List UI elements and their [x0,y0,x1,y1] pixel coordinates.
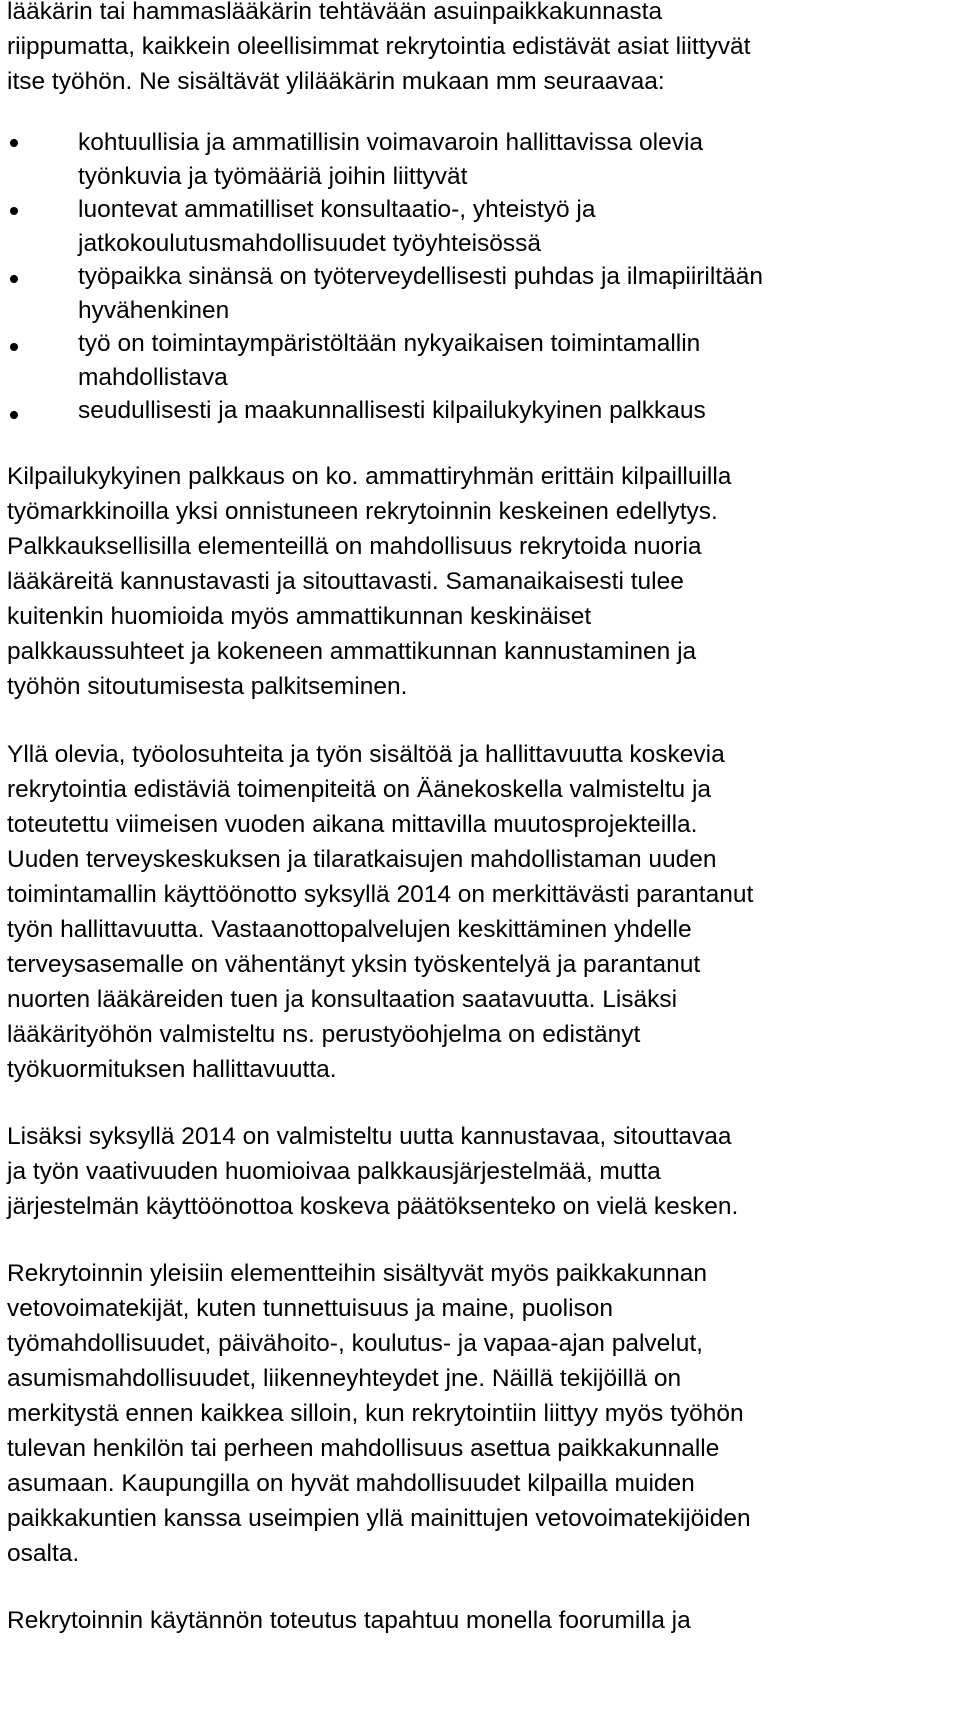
bullet-icon [10,139,18,147]
text-line: paikkakuntien kanssa useimpien yllä mainittujen vetovoimatekijöiden [7,1505,751,1532]
bullet-text: mahdollistava [78,364,228,391]
text-line: tulevan henkilön tai perheen mahdollisuus asettua paikkakunnalle [7,1435,720,1462]
text-line: riippumatta, kaikkein oleellisimmat rekrytointia edistävät asiat liittyvät [7,33,751,60]
text-line: toteutettu viimeisen vuoden aikana mittavilla muutosprojekteilla. [7,811,698,838]
bullet-text: seudullisesti ja maakunnallisesti kilpailukykyinen palkkaus [78,397,706,424]
bullet-icon [10,207,18,215]
text-line: työmarkkinoilla yksi onnistuneen rekrytoinnin keskeinen edellytys. [7,498,718,525]
text-line: työhön sitoutumisesta palkitseminen. [7,673,408,700]
text-line: Palkkauksellisilla elementeillä on mahdollisuus rekrytoida nuoria [7,533,702,560]
text-line: työkuormituksen hallittavuutta. [7,1056,337,1083]
text-line: kuitenkin huomioida myös ammattikunnan keskinäiset [7,603,592,630]
text-line: terveysasemalle on vähentänyt yksin työskentelyä ja parantanut [7,951,701,978]
text-line: osalta. [7,1540,80,1567]
text-line: toimintamallin käyttöönotto syksyllä 2014 on merkittävästi parantanut [7,881,754,908]
text-line: Yllä olevia, työolosuhteita ja työn sisältöä ja hallittavuutta koskevia [7,741,725,768]
text-line: Lisäksi syksyllä 2014 on valmisteltu uutta kannustavaa, sitouttavaa [7,1123,732,1150]
bullet-text: luontevat ammatilliset konsultaatio-, yhteistyö ja [78,196,596,223]
text-line: Rekrytoinnin yleisiin elementteihin sisältyvät myös paikkakunnan [7,1260,707,1287]
text-line: nuorten lääkäreiden tuen ja konsultaation saatavuutta. Lisäksi [7,986,678,1013]
bullet-icon [10,343,18,351]
text-line: työn hallittavuutta. Vastaanottopalvelujen keskittäminen yhdelle [7,916,692,943]
text-line: vetovoimatekijät, kuten tunnettuisuus ja maine, puolison [7,1295,614,1322]
text-line: työmahdollisuudet, päivähoito-, koulutus- ja vapaa-ajan palvelut, [7,1330,703,1357]
text-line: asumismahdollisuudet, liikenneyhteydet jne. Näillä tekijöillä on [7,1365,682,1392]
text-line: lääkärityöhön valmisteltu ns. perustyöohjelma on edistänyt [7,1021,641,1048]
bullet-icon [10,411,18,419]
bullet-text: työnkuvia ja työmääriä joihin liittyvät [78,163,468,190]
text-line: Kilpailukykyinen palkkaus on ko. ammattiryhmän erittäin kilpailluilla [7,463,732,490]
text-line: Rekrytoinnin käytännön toteutus tapahtuu monella foorumilla ja [7,1607,691,1634]
bullet-icon [10,275,18,283]
bullet-text: työpaikka sinänsä on työterveydellisesti puhdas ja ilmapiiriltään [78,263,764,290]
bullet-text: jatkokoulutusmahdollisuudet työyhteisössä [78,230,542,257]
text-line: rekrytointia edistäviä toimenpiteitä on Äänekoskella valmisteltu ja [7,776,712,803]
text-line: järjestelmän käyttöönottoa koskeva päätöksenteko on vielä kesken. [7,1193,739,1220]
text-line: itse työhön. Ne sisältävät ylilääkärin mukaan mm seuraavaa: [7,68,665,95]
bullet-text: hyvähenkinen [78,297,230,324]
text-line: lääkärin tai hammaslääkärin tehtävään asuinpaikkakunnasta [7,0,663,25]
text-line: asumaan. Kaupungilla on hyvät mahdollisuudet kilpailla muiden [7,1470,695,1497]
text-line: Uuden terveyskeskuksen ja tilaratkaisujen mahdollistaman uuden [7,846,717,873]
text-line: ja työn vaativuuden huomioivaa palkkausjärjestelmää, mutta [7,1158,661,1185]
bullet-text: työ on toimintaympäristöltään nykyaikaisen toimintamallin [78,330,701,357]
text-line: lääkäreitä kannustavasti ja sitouttavasti. Samanaikaisesti tulee [7,568,684,595]
bullet-text: kohtuullisia ja ammatillisin voimavaroin hallittavissa olevia [78,129,704,156]
text-line: palkkaussuhteet ja kokeneen ammattikunnan kannustaminen ja [7,638,697,665]
text-line: merkitystä ennen kaikkea silloin, kun rekrytointiin liittyy myös työhön [7,1400,744,1427]
